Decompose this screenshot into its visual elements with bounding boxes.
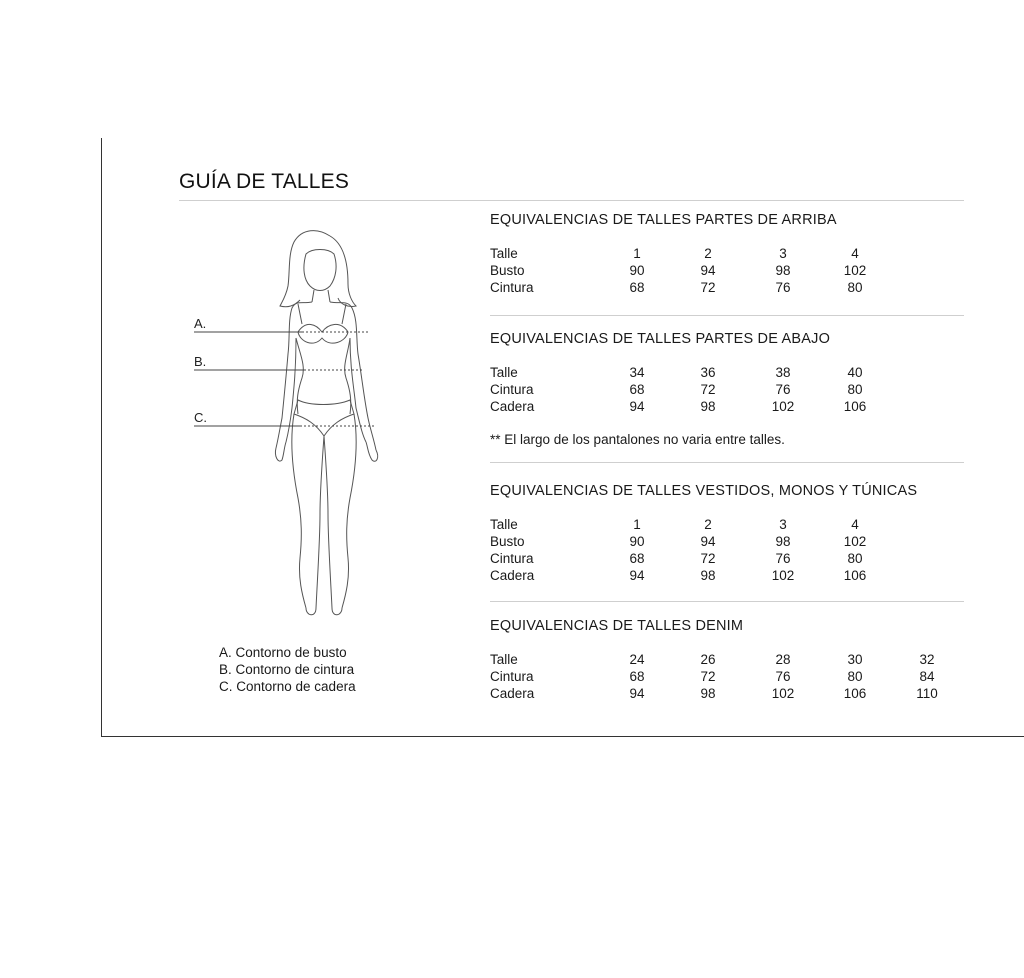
table-cell: 98 bbox=[775, 263, 791, 278]
section-heading: EQUIVALENCIAS DE TALLES VESTIDOS, MONOS Y TÚNICAS bbox=[490, 483, 918, 499]
table-cell: 94 bbox=[629, 686, 645, 701]
table-cell: 90 bbox=[629, 534, 645, 549]
table-cell: 3 bbox=[779, 517, 787, 532]
size-table bbox=[490, 517, 964, 585]
table-cell: 1 bbox=[633, 246, 641, 261]
table-row bbox=[490, 263, 964, 280]
section-heading: EQUIVALENCIAS DE TALLES PARTES DE ARRIBA bbox=[490, 212, 837, 228]
marker-c: C. bbox=[194, 410, 207, 425]
table-cell: 102 bbox=[771, 399, 795, 414]
table-cell: 68 bbox=[629, 382, 645, 397]
row-label: Busto bbox=[490, 534, 525, 549]
title-divider bbox=[179, 200, 964, 201]
marker-a: A. bbox=[194, 316, 207, 331]
table-cell: 72 bbox=[700, 551, 716, 566]
row-label: Talle bbox=[490, 652, 518, 667]
size-table bbox=[490, 365, 964, 416]
table-cell: 24 bbox=[629, 652, 645, 667]
table-cell: 94 bbox=[700, 534, 716, 549]
table-cell: 110 bbox=[916, 686, 938, 701]
table-cell: 106 bbox=[843, 568, 867, 583]
table-cell: 32 bbox=[919, 652, 935, 667]
row-label: Talle bbox=[490, 517, 518, 532]
section-heading: EQUIVALENCIAS DE TALLES DENIM bbox=[490, 618, 744, 634]
table-cell: 98 bbox=[700, 568, 716, 583]
table-row bbox=[490, 399, 964, 416]
table-cell: 102 bbox=[843, 534, 867, 549]
table-cell: 40 bbox=[847, 365, 863, 380]
table-cell: 72 bbox=[700, 669, 716, 684]
table-row bbox=[490, 280, 964, 297]
table-row bbox=[490, 551, 964, 568]
size-table bbox=[490, 652, 964, 703]
row-label: Cadera bbox=[490, 568, 535, 583]
table-cell: 98 bbox=[775, 534, 791, 549]
table-cell: 106 bbox=[843, 686, 867, 701]
table-cell: 4 bbox=[851, 517, 859, 532]
table-cell: 34 bbox=[629, 365, 645, 380]
section-divider bbox=[490, 462, 964, 463]
table-row bbox=[490, 686, 964, 703]
table-cell: 80 bbox=[847, 382, 863, 397]
table-row bbox=[490, 652, 964, 669]
row-label: Cadera bbox=[490, 399, 535, 414]
table-cell: 76 bbox=[775, 280, 791, 295]
pants-length-note: ** El largo de los pantalones no varia entre talles. bbox=[490, 432, 785, 447]
row-label: Cintura bbox=[490, 280, 534, 295]
table-cell: 2 bbox=[704, 246, 712, 261]
size-table bbox=[490, 246, 964, 297]
row-label: Talle bbox=[490, 365, 518, 380]
table-cell: 102 bbox=[843, 263, 867, 278]
row-label: Cintura bbox=[490, 551, 534, 566]
table-cell: 94 bbox=[629, 399, 645, 414]
section-tops bbox=[490, 212, 964, 297]
table-cell: 30 bbox=[847, 652, 863, 667]
table-cell: 2 bbox=[704, 517, 712, 532]
body-figure-illustration bbox=[190, 228, 410, 623]
table-cell: 80 bbox=[847, 551, 863, 566]
table-cell: 26 bbox=[700, 652, 716, 667]
table-cell: 28 bbox=[775, 652, 791, 667]
legend-item-bust: A. Contorno de busto bbox=[219, 645, 347, 660]
section-dresses bbox=[490, 483, 964, 585]
table-cell: 68 bbox=[629, 551, 645, 566]
table-row bbox=[490, 517, 964, 534]
table-cell: 106 bbox=[843, 399, 867, 414]
legend-item-waist: B. Contorno de cintura bbox=[219, 662, 355, 677]
section-denim bbox=[490, 618, 964, 703]
table-row bbox=[490, 382, 964, 399]
table-cell: 72 bbox=[700, 280, 716, 295]
section-heading: EQUIVALENCIAS DE TALLES PARTES DE ABAJO bbox=[490, 331, 831, 347]
table-cell: 94 bbox=[700, 263, 716, 278]
table-cell: 76 bbox=[775, 382, 791, 397]
page-title: GUÍA DE TALLES bbox=[179, 170, 350, 193]
table-cell: 94 bbox=[629, 568, 645, 583]
table-cell: 80 bbox=[847, 669, 863, 684]
section-divider bbox=[490, 601, 964, 602]
table-cell: 76 bbox=[775, 551, 791, 566]
row-label: Busto bbox=[490, 263, 525, 278]
table-cell: 3 bbox=[779, 246, 787, 261]
table-cell: 84 bbox=[919, 669, 935, 684]
table-row bbox=[490, 365, 964, 382]
table-row bbox=[490, 534, 964, 551]
table-cell: 72 bbox=[700, 382, 716, 397]
table-cell: 98 bbox=[700, 399, 716, 414]
table-cell: 36 bbox=[700, 365, 716, 380]
marker-b: B. bbox=[194, 354, 207, 369]
table-cell: 90 bbox=[629, 263, 645, 278]
table-cell: 68 bbox=[629, 280, 645, 295]
row-label: Cintura bbox=[490, 382, 534, 397]
table-row bbox=[490, 246, 964, 263]
table-cell: 76 bbox=[775, 669, 791, 684]
table-cell: 4 bbox=[851, 246, 859, 261]
row-label: Cadera bbox=[490, 686, 535, 701]
table-cell: 102 bbox=[771, 686, 795, 701]
legend-item-hip: C. Contorno de cadera bbox=[219, 679, 356, 694]
row-label: Talle bbox=[490, 246, 518, 261]
measurement-legend bbox=[219, 644, 356, 695]
row-label: Cintura bbox=[490, 669, 534, 684]
table-cell: 98 bbox=[700, 686, 716, 701]
table-cell: 68 bbox=[629, 669, 645, 684]
table-cell: 80 bbox=[847, 280, 863, 295]
table-row bbox=[490, 669, 964, 686]
table-cell: 38 bbox=[775, 365, 791, 380]
section-bottoms bbox=[490, 331, 964, 416]
table-row bbox=[490, 568, 964, 585]
table-cell: 1 bbox=[633, 517, 641, 532]
table-cell: 102 bbox=[771, 568, 795, 583]
section-divider bbox=[490, 315, 964, 316]
